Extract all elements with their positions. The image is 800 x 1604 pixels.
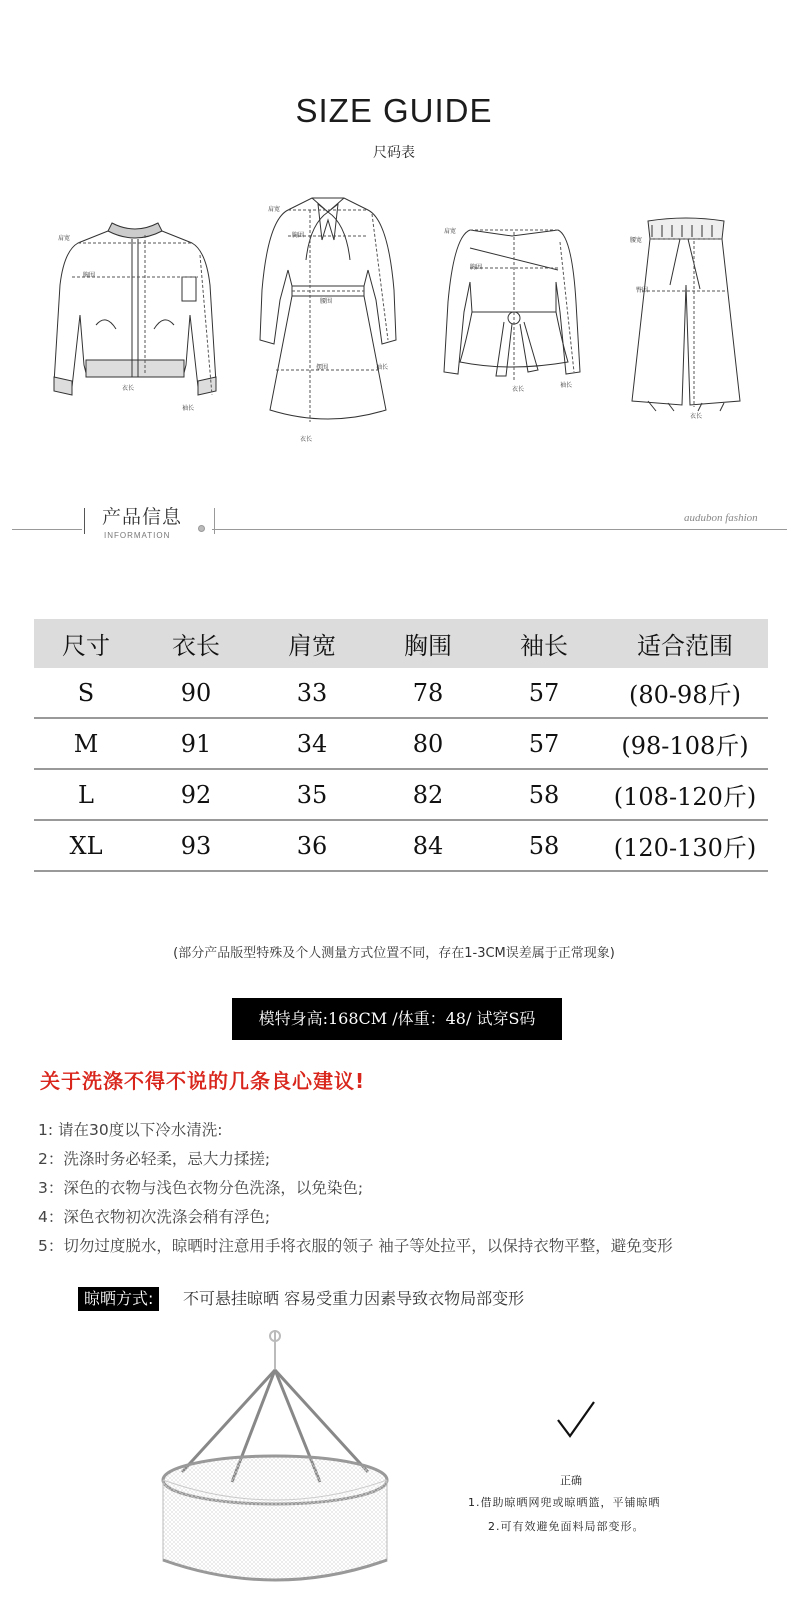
table-cell: 58 — [528, 780, 560, 809]
table-row — [34, 719, 768, 770]
table-header-cell: 胸围 — [404, 632, 452, 660]
blouse-length-label: 衣长 — [512, 386, 525, 393]
page-title: SIZE GUIDE — [295, 92, 493, 129]
blouse-shoulder-label: 肩宽 — [444, 228, 457, 235]
list-item: 3：深色的衣物与浅色衣物分色洗涤，以免染色; — [38, 1179, 364, 1197]
drying-label: 晾晒方式: — [78, 1287, 159, 1311]
table-cell: M — [73, 729, 99, 758]
divider-bar — [84, 508, 85, 534]
bomber-jacket-illustration — [50, 205, 220, 415]
table-cell: 90 — [180, 678, 212, 707]
table-cell: (108-120斤) — [613, 783, 757, 811]
measurement-note: (部分产品版型特殊及个人测量方式位置不同，存在1-3CM误差属于正常现象) — [173, 946, 615, 961]
dress-chest-label: 胸围 — [292, 232, 305, 239]
list-item: 1: 请在30度以下冷水清洗: — [38, 1121, 223, 1139]
table-cell: 92 — [180, 780, 212, 809]
dress-hem-label: 摆围 — [316, 364, 329, 371]
table-cell: 93 — [180, 831, 212, 860]
drying-tip: 1.借助晾晒网兜或晾晒篮，平铺晾晒 — [468, 1496, 661, 1509]
drying-text: 不可悬挂晾晒 容易受重力因素导致衣物局部变形 — [183, 1289, 525, 1308]
table-cell: 91 — [180, 729, 212, 758]
dress-illustration — [248, 190, 408, 445]
list-item: 2：洗涤时务必轻柔，忌大力揉搓; — [38, 1150, 271, 1168]
dress-waist-label: 腰围 — [320, 298, 333, 305]
table-header-cell: 袖长 — [520, 632, 568, 660]
pants-illustration — [628, 215, 743, 425]
divider-line — [212, 529, 787, 530]
list-item: 5：切勿过度脱水，晾晒时注意用手将衣服的领子 袖子等处拉平，以保持衣物平整，避免变形 — [38, 1237, 673, 1255]
table-cell: (120-130斤) — [613, 834, 757, 862]
divider-line — [12, 529, 82, 530]
table-cell: 34 — [296, 729, 328, 758]
divider-dot — [198, 525, 205, 532]
divider-bar — [214, 508, 215, 534]
table-cell: 78 — [412, 678, 444, 707]
table-cell: S — [77, 678, 95, 707]
dress-sleeve-label: 袖长 — [376, 364, 389, 371]
drying-rack-illustration — [150, 1330, 400, 1604]
dress-shoulder-label: 肩宽 — [268, 206, 281, 213]
table-cell: 57 — [528, 678, 560, 707]
jacket-chest-label: 胸围 — [83, 272, 96, 279]
page-subtitle: 尺码表 — [373, 145, 415, 161]
table-row — [34, 770, 768, 821]
table-header-cell: 适合范围 — [637, 632, 733, 660]
jacket-sleeve-label: 袖长 — [182, 405, 195, 412]
jacket-length-label: 衣长 — [122, 385, 135, 392]
table-cell: (80-98斤) — [629, 681, 741, 709]
table-cell: 84 — [412, 831, 444, 860]
pants-hip-label: 臀围 — [636, 287, 649, 294]
table-row — [34, 668, 768, 719]
pants-waist-label: 腰宽 — [630, 237, 643, 244]
table-cell: 33 — [296, 678, 328, 707]
size-table — [34, 619, 768, 872]
correct-label: 正确 — [560, 1474, 582, 1487]
table-cell: (98-108斤) — [621, 732, 749, 760]
table-header-row — [34, 619, 768, 668]
section-title: 产品信息 — [102, 506, 183, 528]
table-row — [34, 821, 768, 872]
pants-length-label: 衣长 — [690, 413, 703, 420]
dress-length-label: 衣长 — [300, 436, 313, 443]
section-subtitle: INFORMATION — [104, 531, 171, 540]
blouse-illustration — [440, 212, 590, 402]
table-cell: XL — [69, 831, 103, 860]
model-info-banner: 模特身高:168CM /体重：48/ 试穿S码 — [232, 998, 562, 1040]
table-cell: 57 — [528, 729, 560, 758]
table-header-cell: 尺寸 — [62, 632, 110, 660]
washing-list — [38, 1116, 673, 1261]
table-cell: 82 — [412, 780, 444, 809]
brand-script: audubon fashion — [684, 512, 758, 524]
table-cell: 35 — [296, 780, 328, 809]
blouse-chest-label: 胸围 — [470, 264, 483, 271]
checkmark-icon — [556, 1400, 596, 1444]
table-header-cell: 衣长 — [172, 632, 220, 660]
table-header-cell: 肩宽 — [288, 632, 336, 660]
washing-heading: 关于洗涤不得不说的几条良心建议! — [40, 1069, 366, 1093]
drying-tip: 2.可有效避免面料局部变形。 — [488, 1520, 645, 1533]
blouse-sleeve-label: 袖长 — [560, 382, 573, 389]
table-cell: L — [78, 780, 94, 809]
table-cell: 80 — [412, 729, 444, 758]
jacket-shoulder-label: 肩宽 — [58, 235, 71, 242]
table-cell: 58 — [528, 831, 560, 860]
table-cell: 36 — [296, 831, 328, 860]
list-item: 4：深色衣物初次洗涤会稍有浮色; — [38, 1208, 271, 1226]
